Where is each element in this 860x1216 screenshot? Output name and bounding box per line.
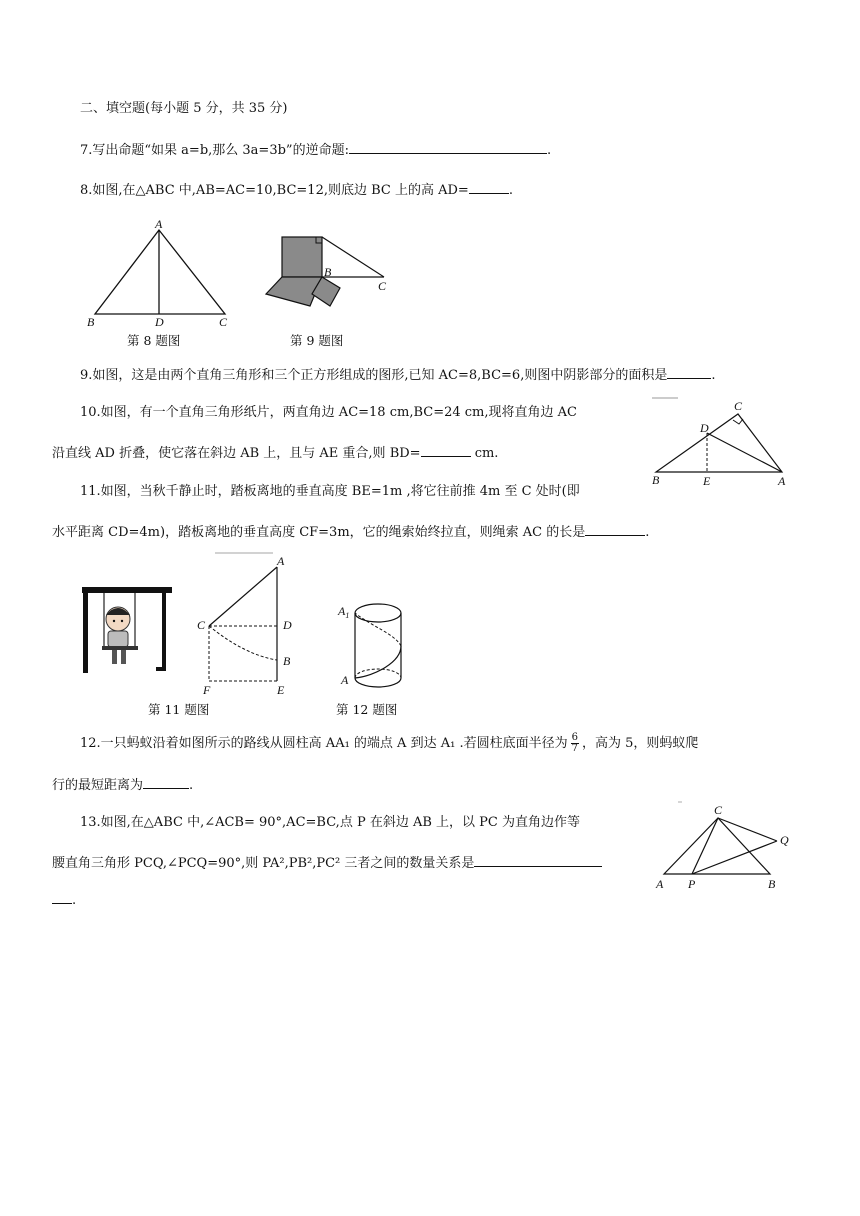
question-11-text: 水平距离 CD=4m)，踏板离地的垂直高度 CF=3m，它的绳索始终拉直，则绳索 AC 的长是 [52, 525, 586, 540]
fig11-label-e: E [277, 683, 285, 697]
fig12-caption: 第 12 题图 [336, 702, 398, 717]
fig8-label-b: B [87, 315, 95, 329]
figure-13 [652, 800, 802, 895]
question-10-text: 沿直线 AD 折叠，使它落在斜边 AB 上，且与 AE 重合,则 BD= [52, 446, 421, 461]
question-13-line-3: . [52, 891, 76, 909]
fig13-label-p: P [688, 877, 696, 891]
fig9-caption: 第 9 题图 [290, 333, 344, 348]
question-13-line-2 [52, 854, 602, 872]
fig10-label-b: B [652, 473, 660, 487]
fig8-caption: 第 8 题图 [127, 333, 181, 348]
question-8: 8.如图,在△ABC 中,AB=AC=10,BC=12,则底边 BC 上的高 AD= . [80, 183, 513, 198]
question-12-line-1: 12.一只蚂蚁沿着如图所示的路线从圆柱高 AA₁ 的端点 A 到达 A₁ .若圆柱底面半径为 $\frac{6}{7}$ ，高为 5，则蚂蚁爬 [80, 732, 699, 754]
answer-blank-7[interactable] [349, 141, 547, 154]
answer-blank-10[interactable] [421, 444, 471, 457]
fig13-label-a: A [656, 877, 664, 891]
question-8-text: 8.如图,在△ABC 中,AB=AC=10,BC=12,则底边 BC 上的高 AD= [80, 183, 469, 198]
question-7-text: 7.写出命题“如果 a=b,那么 3a=3b”的逆命题: [80, 143, 349, 158]
answer-blank-13[interactable] [474, 854, 602, 867]
fig10-label-a: A [778, 474, 786, 488]
section-title: 二、填空题(每小题 5 分，共 35 分) [80, 101, 288, 116]
question-9: 9.如图，这是由两个直角三角形和三个正方形组成的图形,已知 AC=8,BC=6,则图中阴影部分的面积是 . [80, 368, 716, 383]
radius-fraction: $\frac{6}{7}$ [571, 732, 578, 754]
figure-11 [195, 553, 305, 698]
question-9-text: 9.如图，这是由两个直角三角形和三个正方形组成的图形,已知 AC=8,BC=6,则图中阴影部分的面积是 [80, 368, 668, 383]
fig13-label-c: C [714, 803, 723, 817]
fig12-label-a: A [341, 673, 349, 687]
fig9-label-c: C [378, 279, 387, 293]
answer-blank-13-continued[interactable] [52, 891, 72, 904]
fig13-label-q: Q [780, 833, 789, 847]
fig11-label-a: A [277, 554, 285, 568]
fig11-label-b: B [283, 654, 291, 668]
fig12-label-a1: $A_1$ [338, 604, 350, 620]
question-12-line-2: 行的最短距离为 . [52, 778, 194, 793]
fig10-label-d: D [700, 421, 709, 435]
fig13-label-b: B [768, 877, 776, 891]
answer-blank-11[interactable] [585, 523, 645, 536]
fig10-label-c: C [734, 399, 743, 413]
fig8-label-d: D [155, 315, 164, 329]
question-13-line-1: 13.如图,在△ABC 中,∠ACB= 90°,AC=BC,点 P 在斜边 AB 上，以 PC 为直角边作等 [80, 815, 580, 830]
fig11-label-f: F [203, 683, 211, 697]
fig9-label-b: B [324, 265, 332, 279]
answer-blank-8[interactable] [469, 181, 509, 194]
question-11-line-1: 11.如图，当秋千静止时，踏板离地的垂直高度 BE=1m ,将它往前推 4m 至 C 处时(即 [80, 484, 580, 499]
answer-blank-9[interactable] [667, 366, 711, 379]
fig11-label-c: C [197, 618, 206, 632]
figure-10 [652, 398, 797, 492]
figure-12 [335, 598, 415, 698]
fig8-label-c: C [219, 315, 228, 329]
question-7: 7.写出命题“如果 a=b,那么 3a=3b”的逆命题: . [80, 143, 552, 158]
question-10-line-2: 沿直线 AD 折叠，使它落在斜边 AB 上，且与 AE 重合,则 BD= cm. [52, 446, 499, 461]
fig10-label-e: E [703, 474, 711, 488]
figure-9 [258, 232, 408, 332]
fig8-label-a: A [155, 217, 163, 231]
question-12-text: 行的最短距离为 [52, 778, 144, 793]
answer-blank-12[interactable] [143, 776, 189, 789]
fig11-caption: 第 11 题图 [148, 702, 210, 717]
fig11-label-d: D [283, 618, 292, 632]
figure-8 [85, 218, 245, 330]
question-10-line-1: 10.如图，有一个直角三角形纸片，两直角边 AC=18 cm,BC=24 cm,现将直角边 AC [80, 405, 577, 420]
question-11-line-2: 水平距离 CD=4m)，踏板离地的垂直高度 CF=3m，它的绳索始终拉直，则绳索 AC 的长是 . [52, 525, 650, 540]
question-13-text: 腰直角三角形 PCQ,∠PCQ=90°,则 PA²,PB²,PC² 三者之间的数量关系是 [52, 856, 475, 871]
swing-illustration [80, 583, 180, 675]
